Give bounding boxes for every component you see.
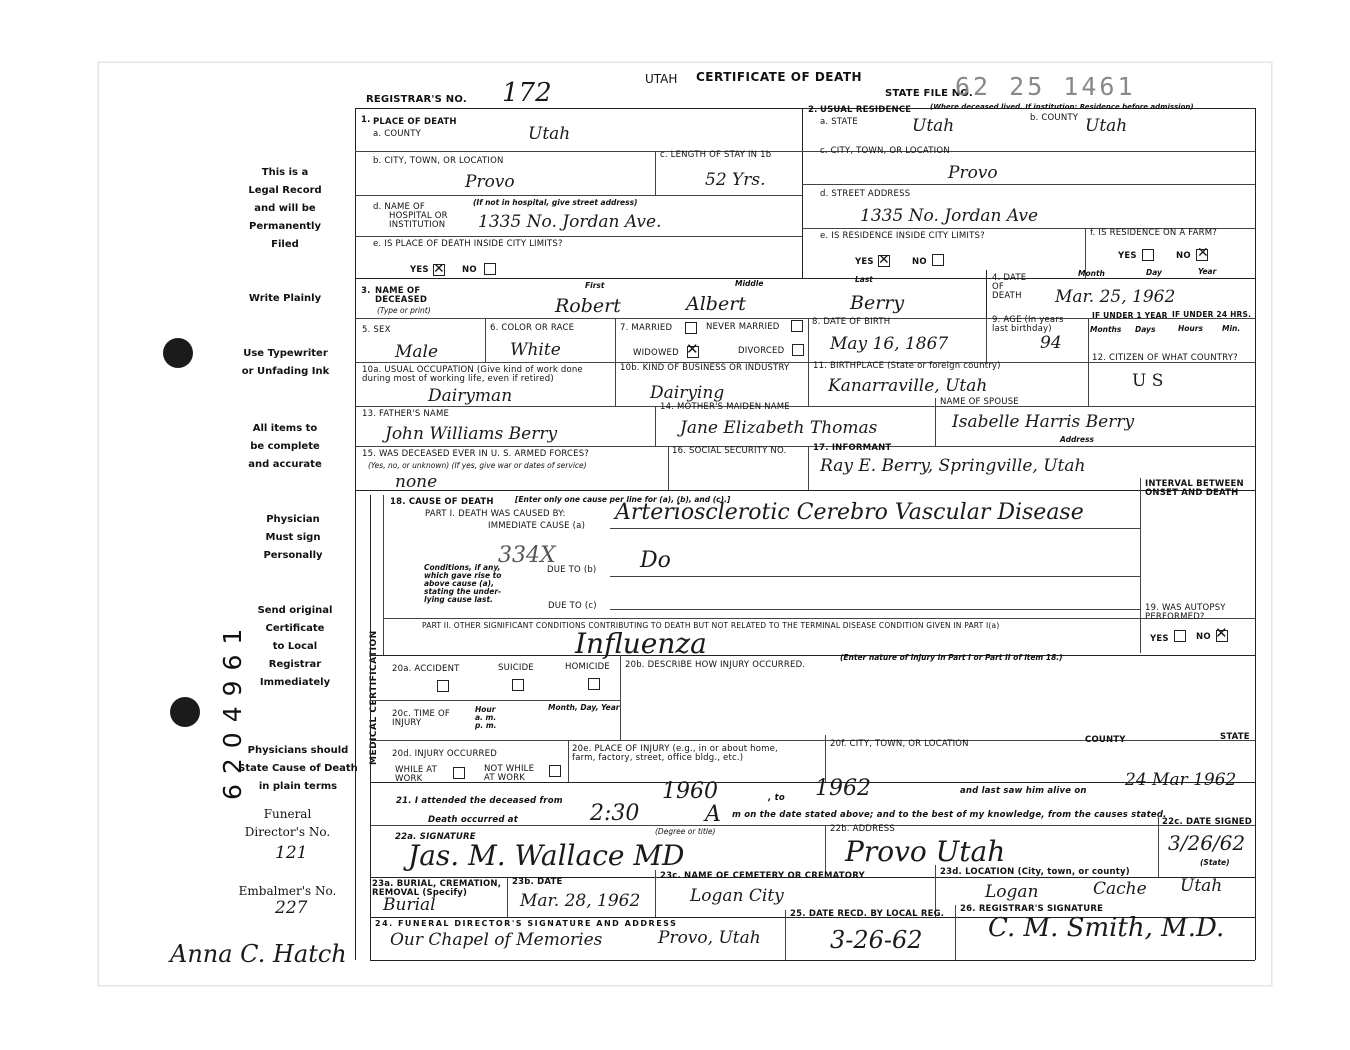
row3-line [355, 236, 802, 237]
spouse-value: Isabelle Harris Berry [952, 412, 1135, 432]
forces-note: (Yes, no, or unknown) (If yes, give war or dates of service) [368, 461, 587, 470]
injury-state-label: STATE [1220, 732, 1250, 742]
location-state-label: (State) [1200, 858, 1230, 867]
interval-label: INTERVAL BETWEEN ONSET AND DEATH [1145, 479, 1244, 498]
months-label: Months [1090, 325, 1122, 334]
injury-type-divider [620, 655, 621, 740]
injury-city-label: 20f. CITY, TOWN, OR LOCATION [830, 739, 969, 749]
divorced-checkbox[interactable] [792, 344, 804, 356]
hospital-value: 1335 No. Jordan Ave. [478, 212, 662, 232]
funeral-recd-divider [785, 910, 786, 960]
place-of-death-num: 1. [361, 115, 371, 125]
recd-value: 3-26-62 [830, 926, 923, 954]
frame-inner-left [370, 495, 371, 960]
forces-value: none [395, 472, 438, 492]
citizen-label: 12. CITIZEN OF WHAT COUNTRY? [1092, 353, 1238, 363]
birth-value: May 16, 1867 [830, 334, 949, 354]
state-file-label: STATE FILE NO. [885, 88, 973, 99]
occupation-value: Dairyman [428, 386, 513, 406]
hours-label: Hours [1178, 324, 1203, 333]
days-label: Days [1135, 325, 1156, 334]
place-injury-label: 20e. PLACE OF INJURY (e.g., in or about home, farm, factory, street, office bldg., etc.) [572, 744, 778, 763]
embalmer-no-label: Embalmer's No. [238, 884, 337, 898]
time-injury-label: 20c. TIME OF INJURY [392, 709, 450, 728]
inside-city-no-checkbox[interactable] [484, 263, 496, 275]
location-city: Logan [985, 882, 1039, 902]
injury-occurred-label: 20d. INJURY OCCURRED [392, 749, 497, 759]
under-1-label: IF UNDER 1 YEAR [1092, 311, 1168, 320]
farm-label: f. IS RESIDENCE ON A FARM? [1090, 228, 1217, 238]
dod-month-label: Month [1078, 269, 1105, 278]
sex-label: 5. SEX [362, 325, 391, 335]
last-name: Berry [850, 292, 905, 314]
cause-label-note: [Enter only one cause per line for (a), (b), and (c).] [515, 495, 731, 504]
autopsy-yes-label: YES [1150, 634, 1169, 644]
middle-name: Albert [686, 293, 746, 315]
degree-label: (Degree or title) [655, 827, 716, 836]
cemetery-value: Logan City [690, 886, 784, 906]
attended-to-label: , to [768, 793, 785, 803]
street-label: d. STREET ADDRESS [820, 189, 911, 199]
residence-state-label: a. STATE [820, 117, 858, 127]
autopsy-yes-checkbox[interactable] [1174, 630, 1186, 642]
residence-inside-no-checkbox[interactable] [932, 254, 944, 266]
informant-label: 17. INFORMANT [813, 443, 892, 453]
middle-name-label: Middle [735, 279, 764, 288]
mother-label: 14. MOTHER'S MAIDEN NAME [660, 402, 790, 412]
recd-registrar-divider [955, 905, 956, 960]
accident-label: 20a. ACCIDENT [392, 664, 460, 674]
inside-city-label: e. IS PLACE OF DEATH INSIDE CITY LIMITS? [373, 239, 563, 249]
date-signed: 3/26/62 [1168, 831, 1246, 855]
residence-inside-no-label: NO [912, 257, 927, 267]
burial-label: 23a. BURIAL, CREMATION, REMOVAL (Specify) [372, 879, 502, 898]
deceased-label: NAME OF DECEASED [375, 286, 428, 305]
homicide-label: HOMICIDE [565, 662, 610, 672]
physician-address: Provo Utah [845, 835, 1006, 868]
place-of-death-label: PLACE OF DEATH [373, 117, 457, 127]
due-to-b-label: DUE TO (b) [547, 565, 597, 575]
address-date-divider [1158, 815, 1159, 877]
physician-signature: Jas. M. Wallace MD [408, 839, 685, 872]
funeral-director-no: 121 [275, 843, 308, 863]
punch-hole-top [163, 338, 193, 368]
due-to-c-label: DUE TO (c) [548, 601, 597, 611]
signature-address-divider [825, 825, 826, 877]
while-at-work-label: WHILE AT WORK [395, 765, 438, 784]
death-occurred-time: 2:30 [590, 801, 640, 826]
funeral-director-no-label: Funeral Director's No. [244, 807, 331, 839]
registrar-no: 172 [502, 78, 552, 108]
forces-ssn-divider [668, 446, 669, 490]
death-county: Utah [528, 124, 571, 144]
registrar-signature-label: 26. REGISTRAR'S SIGNATURE [960, 904, 1104, 914]
attended-from: 1960 [662, 779, 718, 804]
cause-indent [383, 495, 384, 655]
hospital-note: (If not in hospital, give street address) [473, 198, 638, 207]
father-label: 13. FATHER'S NAME [362, 409, 450, 419]
funeral-label: 24. FUNERAL DIRECTOR'S SIGNATURE AND ADDRESS [375, 919, 678, 928]
dod-day-label: Day [1146, 268, 1162, 277]
residence-state: Utah [912, 116, 955, 136]
registrar-signature: C. M. Smith, M.D. [988, 913, 1225, 943]
birth-age-divider [986, 318, 987, 362]
burial-date: Mar. 28, 1962 [520, 891, 641, 911]
farm-yes-checkbox[interactable] [1142, 249, 1154, 261]
injury-work-divider [568, 740, 569, 782]
part2-bottom-line [370, 655, 1255, 656]
medical-certification-label: MEDICAL CERTIFICATION [369, 630, 379, 765]
date-of-death-label: 4. DATE OF DEATH [992, 273, 1027, 301]
widowed-mark: ✕ [686, 340, 699, 358]
vertical-file-number: 6204961 [218, 618, 247, 800]
marital-birth-divider [808, 318, 809, 362]
row9-line [355, 490, 1255, 491]
death-city: Provo [465, 172, 515, 192]
deceased-num: 3. [361, 286, 371, 296]
married-checkbox[interactable] [685, 322, 697, 334]
burial-value: Burial [383, 895, 436, 915]
part2-value: Influenza [575, 627, 707, 660]
mother-spouse-divider [935, 398, 936, 446]
margin-note-complete: All items to be complete and accurate [248, 423, 322, 470]
informant-value: Ray E. Berry, Springville, Utah [820, 456, 1086, 476]
interval-divider [1140, 478, 1141, 653]
deceased-label-note: (Type or print) [377, 306, 431, 315]
race-value: White [510, 340, 561, 360]
recd-label: 25. DATE RECD. BY LOCAL REG. [790, 909, 945, 919]
margin-note-send-original: Send original Certificate to Local Registrar Immediately [257, 605, 333, 688]
citizen-value: U S [1132, 371, 1164, 391]
death-occurred-label: Death occurred at [428, 815, 518, 825]
cause-a-line [610, 528, 1140, 529]
homicide-checkbox[interactable] [588, 678, 600, 690]
divider-place-residence [802, 108, 803, 278]
row2b-line [802, 184, 1255, 185]
inside-city-yes-mark: ✕ [433, 261, 445, 277]
physician-address-label: 22b. ADDRESS [830, 824, 895, 834]
death-county-label: a. COUNTY [373, 129, 422, 139]
date-cemetery-divider [655, 870, 656, 917]
residence-inside-city-label: e. IS RESIDENCE INSIDE CITY LIMITS? [820, 231, 985, 241]
certificate-title: CERTIFICATE OF DEATH [696, 70, 863, 84]
not-while-work-label: NOT WHILE AT WORK [484, 764, 535, 783]
business-birthplace-divider [808, 362, 809, 406]
inside-city-no-label: NO [462, 265, 477, 275]
residence-city-label: c. CITY, TOWN, OR LOCATION [820, 146, 950, 156]
married-label: 7. MARRIED [620, 323, 673, 333]
autopsy-label: 19. WAS AUTOPSY PERFORMED? [1145, 603, 1226, 622]
stay-label: c. LENGTH OF STAY IN 1b [660, 150, 772, 160]
hospital-label-d: d. NAME OF [373, 202, 425, 212]
father-value: John Williams Berry [385, 424, 558, 444]
row7-line [355, 406, 1255, 407]
not-while-work-checkbox[interactable] [549, 765, 561, 777]
dod-year-label: Year [1198, 267, 1217, 276]
accident-checkbox[interactable] [437, 680, 449, 692]
last-saw-value: 24 Mar 1962 [1125, 770, 1237, 790]
registrar-no-label: REGISTRAR'S NO. [366, 94, 467, 105]
due-to-b-value: Do [640, 548, 671, 573]
residence-note: (Where deceased lived. If institution: Residence before admission) [930, 103, 1194, 111]
immediate-cause: Arteriosclerotic Cerebro Vascular Disease [615, 500, 1084, 525]
birthplace-citizen-divider [1088, 350, 1089, 406]
death-city-label: b. CITY, TOWN, OR LOCATION [373, 156, 504, 166]
residence-city: Provo [948, 163, 998, 183]
cause-label: 18. CAUSE OF DEATH [390, 497, 494, 507]
burial-date-label: 23b. DATE [512, 877, 563, 887]
last-saw-label: and last saw him alive on [960, 786, 1087, 796]
location-state: Utah [1180, 876, 1223, 896]
row1-line [355, 151, 1255, 152]
residence-num: 2. [808, 105, 818, 115]
forces-label: 15. WAS DECEASED EVER IN U. S. ARMED FORCES? [362, 449, 590, 459]
suicide-checkbox[interactable] [512, 679, 524, 691]
location-label: 23d. LOCATION (City, town, or county) [940, 867, 1130, 877]
min-label: Min. [1222, 324, 1241, 333]
residence-inside-yes-mark: ✕ [878, 252, 890, 268]
attended-label: 21. I attended the deceased from [396, 796, 563, 806]
mother-value: Jane Elizabeth Thomas [680, 418, 878, 438]
burial-date-divider [507, 877, 508, 917]
funeral-city: Provo, Utah [658, 928, 761, 948]
date-of-death: Mar. 25, 1962 [1055, 287, 1176, 307]
occ-business-divider [615, 362, 616, 406]
sex-race-divider [485, 318, 486, 362]
divorced-label: DIVORCED [738, 346, 785, 356]
stay-value: 52 Yrs. [705, 170, 766, 190]
title-state: UTAH [645, 72, 678, 86]
describe-injury-note: (Enter nature of injury in Part I or Part II of item 18.) [840, 653, 1063, 662]
farm-no-label: NO [1176, 251, 1191, 261]
cause-b-line [610, 576, 1140, 577]
margin-note-plain-terms: Physicians should State Cause of Death in plain terms [238, 745, 358, 792]
never-married-checkbox[interactable] [791, 320, 803, 332]
row2-line [355, 195, 802, 196]
cause-bottom-line [383, 618, 1255, 619]
birthplace-value: Kanarraville, Utah [828, 376, 988, 396]
widowed-label: WIDOWED [633, 348, 679, 358]
margin-note-typewriter: Use Typewriter or Unfading Ink [241, 348, 330, 377]
signature-top-line [370, 825, 1255, 826]
injury-row1-line [370, 700, 620, 701]
while-at-work-checkbox[interactable] [453, 767, 465, 779]
attended-to: 1962 [815, 776, 871, 801]
business-label: 10b. KIND OF BUSINESS OR INDUSTRY [620, 363, 790, 373]
date-death-divider [986, 270, 987, 318]
frame-right [1255, 108, 1256, 960]
injury-place-divider [825, 735, 826, 782]
cemetery-label: 23c. NAME OF CEMETERY OR CREMATORY [660, 871, 865, 881]
embalmer-signature: Anna C. Hatch [170, 940, 347, 968]
date-signed-label: 22c. DATE SIGNED [1162, 817, 1253, 827]
age-label: 9. AGE (In years last birthday) [992, 315, 1064, 334]
state-file-number: 62 25 1461 [955, 72, 1136, 101]
ssn-label: 16. SOCIAL SECURITY NO. [672, 446, 787, 456]
row4-line [355, 278, 1255, 279]
race-marital-divider [615, 318, 616, 362]
hospital-label: HOSPITAL OR INSTITUTION [389, 211, 448, 230]
injury-county-label: COUNTY [1085, 735, 1126, 745]
under-24-label: IF UNDER 24 HRS. [1172, 310, 1252, 319]
describe-injury-label: 20b. DESCRIBE HOW INJURY OCCURRED. [625, 660, 806, 670]
never-married-label: NEVER MARRIED [706, 322, 780, 332]
autopsy-no-mark: ✕ [1215, 624, 1228, 642]
margin-note-physician-sign: Physician Must sign Personally [263, 514, 323, 561]
inside-city-yes-label: YES [410, 265, 429, 275]
father-mother-divider [655, 406, 656, 446]
part2-label: PART II. OTHER SIGNIFICANT CONDITIONS CONTRIBUTING TO DEATH BUT NOT RELATED TO THE TERMINAL DISEASE CONDITION GIVEN IN PART I(a) [422, 621, 1000, 630]
occupation-label: 10a. USUAL OCCUPATION (Give kind of work done during most of working life, even if retired) [362, 365, 583, 384]
last-name-label: Last [855, 275, 873, 284]
margin-note-legal-record: This is a Legal Record and will be Permanently Filed [248, 167, 322, 250]
cause-code: 334X [498, 543, 556, 568]
informant-address-label: Address [1060, 435, 1095, 444]
punch-hole-bottom [170, 697, 200, 727]
residence-inside-yes-label: YES [855, 257, 874, 267]
location-county: Cache [1093, 879, 1147, 899]
stay-divider [655, 151, 656, 195]
part1-label: PART I. DEATH WAS CAUSED BY: [425, 509, 566, 519]
birth-label: 8. DATE OF BIRTH [812, 317, 891, 327]
mdy-label: Month, Day, Year [548, 703, 620, 712]
age-value: 94 [1040, 333, 1062, 353]
farm-no-mark: ✕ [1197, 245, 1209, 261]
hour-label: Hour a. m. p. m. [475, 705, 497, 730]
death-occurred-am: A [705, 802, 721, 827]
death-occurred-suffix: m on the date stated above; and to the best of my knowledge, from the causes stated. [732, 810, 1167, 820]
first-name: Robert [555, 295, 621, 317]
residence-county: Utah [1085, 116, 1128, 136]
conditions-note: Conditions, if any, which gave rise to above cause (a), stating the under- lying cause last. [424, 563, 502, 604]
race-label: 6. COLOR OR RACE [490, 323, 575, 333]
street-value: 1335 No. Jordan Ave [860, 206, 1039, 226]
row8-line [355, 446, 1255, 447]
farm-yes-label: YES [1118, 251, 1137, 261]
first-name-label: First [585, 281, 605, 290]
suicide-label: SUICIDE [498, 663, 534, 673]
margin-note-write-plainly: Write Plainly [248, 293, 322, 304]
autopsy-no-label: NO [1196, 632, 1211, 642]
frame-bottom [370, 960, 1255, 961]
embalmer-no: 227 [275, 898, 308, 918]
business-value: Dairying [650, 383, 725, 403]
ssn-informant-divider [808, 446, 809, 490]
funeral-value: Our Chapel of Memories [390, 930, 603, 950]
cause-c-line [610, 609, 1140, 610]
spouse-label: NAME OF SPOUSE [940, 397, 1019, 407]
sex-value: Male [395, 342, 439, 362]
signature-label: 22a. SIGNATURE [395, 832, 476, 842]
immediate-cause-label: IMMEDIATE CAUSE (a) [488, 521, 586, 531]
birthplace-label: 11. BIRTHPLACE (State or foreign country) [813, 361, 1001, 371]
residence-county-label: b. COUNTY [1030, 113, 1079, 123]
residence-label: USUAL RESIDENCE [820, 105, 912, 115]
